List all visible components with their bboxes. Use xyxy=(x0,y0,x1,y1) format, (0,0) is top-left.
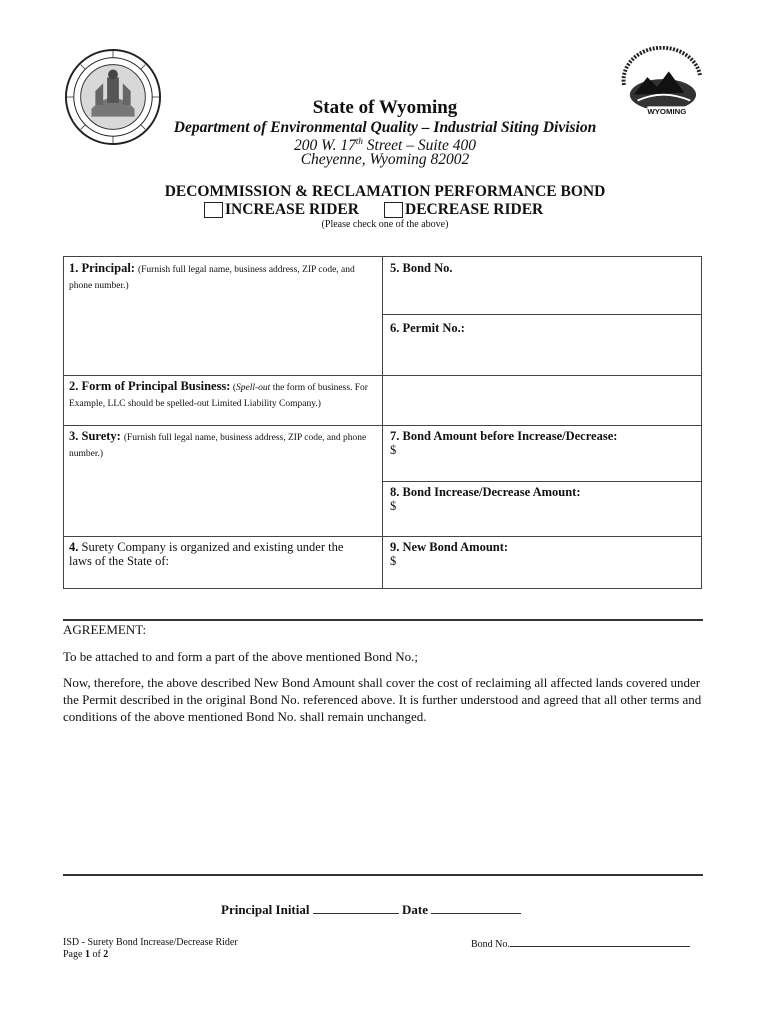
signature-row xyxy=(221,902,521,918)
principal-initial-label: Principal Initial xyxy=(221,902,310,917)
principal-field[interactable]: 1. Principal: (Furnish full legal name, business address, ZIP code, and phone number.) xyxy=(69,261,355,291)
footer-bond-no-blank[interactable] xyxy=(510,937,690,947)
check-instruction: (Please check one of the above) xyxy=(321,219,449,230)
bottom-divider xyxy=(63,874,703,876)
agreement-heading: AGREEMENT: xyxy=(63,622,147,637)
agreement-paragraph-1: To be attached to and form a part of the above mentioned Bond No.; xyxy=(63,649,419,664)
amount-before-field[interactable]: 7. Bond Amount before Increase/Decrease: $ xyxy=(390,429,618,457)
form-title: DECOMMISSION & RECLAMATION PERFORMANCE BOND xyxy=(164,183,606,200)
page-title: State of Wyoming xyxy=(312,97,458,118)
footer-doc-name: ISD - Surety Bond Increase/Decrease Rider xyxy=(63,937,238,948)
agreement-paragraph-2: Now, therefore, the above described New Bond Amount shall cover the cost of reclaiming all affected lands covered under the Permit described in the original Bond No. referenced above. It is further understood and agreed that all other terms and conditions of the above mentioned Bond No. shall remain unchanged. xyxy=(63,675,702,724)
form-of-business-value[interactable] xyxy=(390,379,690,419)
decrease-rider-checkbox[interactable] xyxy=(384,202,403,218)
principal-initial-blank[interactable] xyxy=(313,902,399,914)
bond-form-table xyxy=(63,256,702,589)
department-name: Department of Environmental Quality – Industrial Siting Division xyxy=(173,119,597,136)
date-label: Date xyxy=(401,902,428,917)
date-blank[interactable] xyxy=(431,902,521,914)
permit-no-field[interactable]: 6. Permit No.: xyxy=(390,321,465,335)
rider-selection xyxy=(0,201,770,219)
surety-state-field[interactable]: 4. Surety Company is organized and existing under the laws of the State of: xyxy=(69,540,344,568)
decrease-rider-label: DECREASE RIDER xyxy=(405,201,544,218)
amount-change-field[interactable]: 8. Bond Increase/Decrease Amount: $ xyxy=(390,485,581,513)
increase-rider-checkbox[interactable] xyxy=(204,202,223,218)
city-line: Cheyenne, Wyoming 82002 xyxy=(300,151,470,168)
form-of-business-field[interactable]: 2. Form of Principal Business: (Spell-out the form of business. For Example, LLC should be spelled-out Limited Liability Company.) xyxy=(69,379,368,409)
footer-page-number: Page 1 of 2 xyxy=(63,949,109,960)
bond-no-field[interactable]: 5. Bond No. xyxy=(390,261,453,275)
agreement-divider xyxy=(63,619,703,621)
increase-rider-label: INCREASE RIDER xyxy=(225,201,359,218)
deq-logo-banner: WYOMING xyxy=(647,107,687,117)
footer-bond-no: Bond No. xyxy=(471,937,690,950)
new-amount-field[interactable]: 9. New Bond Amount: $ xyxy=(390,540,509,568)
footer-document-info xyxy=(63,937,238,961)
surety-field[interactable]: 3. Surety: (Furnish full legal name, business address, ZIP code, and phone number.) xyxy=(69,429,367,459)
address-line: 200 W. 17th Street – Suite 400 xyxy=(294,136,476,155)
